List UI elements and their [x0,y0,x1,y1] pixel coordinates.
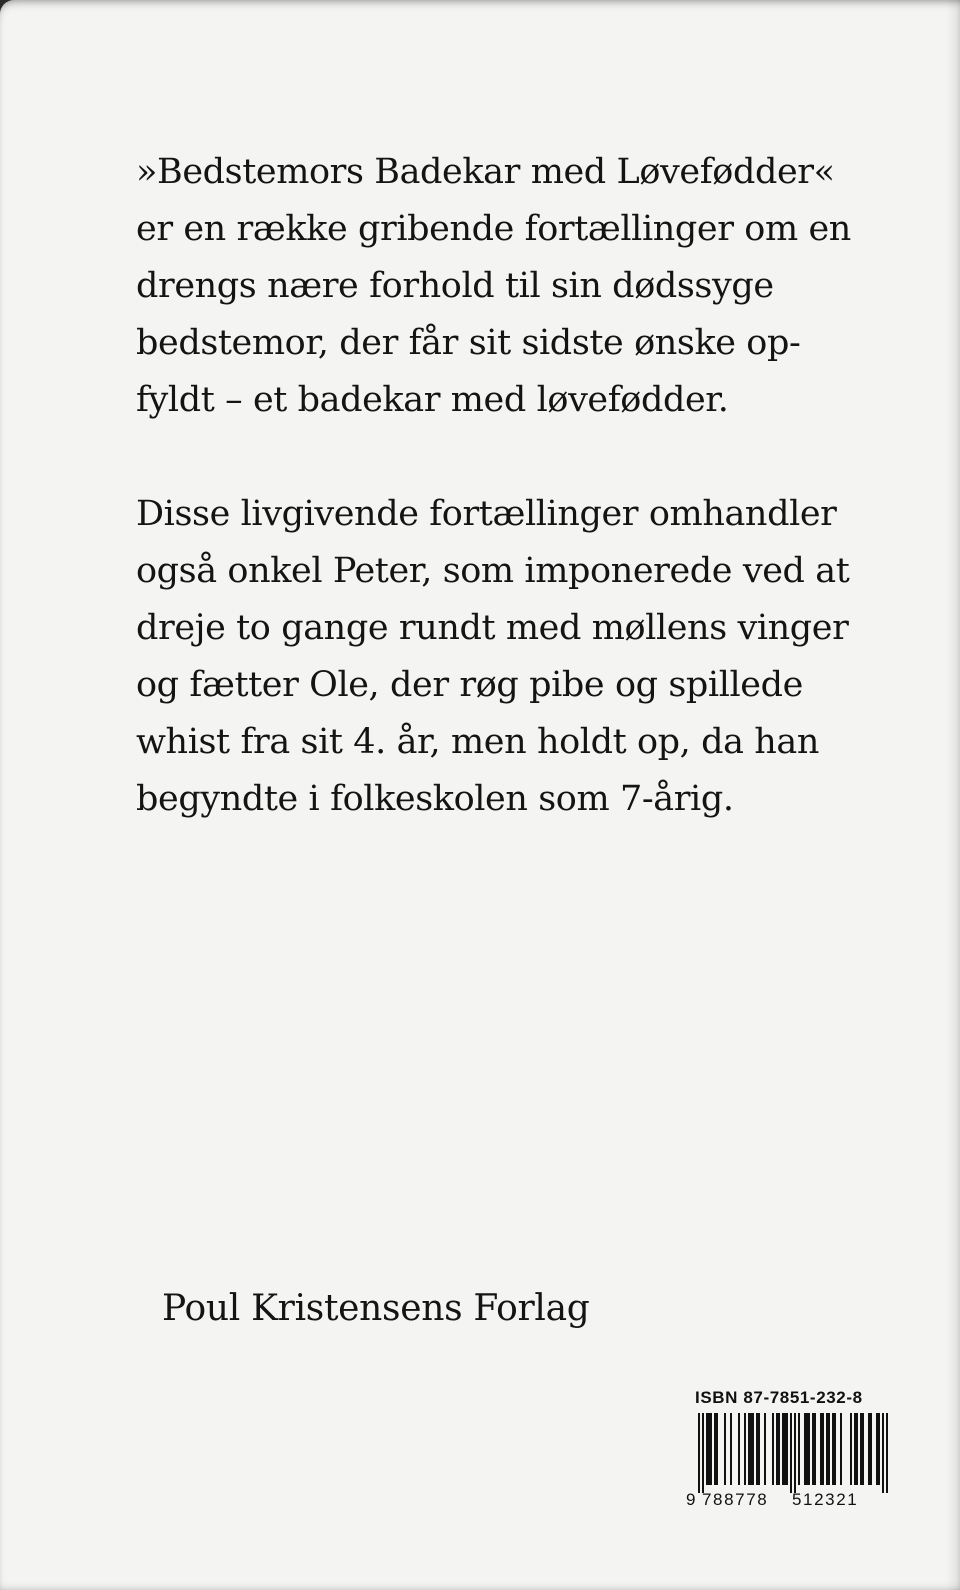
barcode-bar [840,1413,842,1485]
barcode-bar [782,1413,784,1485]
blurb-paragraph-1 [136,144,851,429]
barcode-bar [826,1413,828,1485]
blurb-line: dreje to gange rundt med møllens vinger [136,608,849,648]
barcode-bar [862,1413,864,1485]
barcode-bar [778,1413,780,1485]
barcode-bar [876,1413,878,1485]
barcode-bar [784,1413,786,1485]
barcode-bar [854,1413,856,1485]
blurb-line: drengs nære forhold til sin dødssyge [136,266,774,306]
barcode-bar [834,1413,836,1485]
barcode-bar [850,1413,852,1485]
barcode-bar [786,1413,788,1485]
barcode-bar [820,1413,822,1485]
barcode-bar [882,1413,884,1493]
barcode-bar [868,1413,870,1485]
barcode-left-group: 788778 [702,1490,769,1507]
barcode-bar [758,1413,760,1485]
blurb-line: er en række gribende fortællinger om en [136,209,851,249]
blurb-paragraph-2 [136,486,850,828]
barcode-bar [806,1413,808,1485]
barcode-bar [870,1413,872,1485]
barcode-bar [776,1413,778,1485]
barcode-bar [756,1413,758,1485]
publisher-name: Poul Kristensens Forlag [162,1288,590,1329]
barcode-bar [860,1413,862,1485]
barcode-bar [814,1413,816,1485]
barcode-bar [710,1413,712,1485]
barcode-bar [886,1413,888,1493]
barcode-bar [752,1413,754,1485]
barcode-bar [724,1413,726,1485]
barcode-bar [772,1413,774,1485]
blurb-line: Disse livgivende fortællinger omhandler [136,494,837,534]
barcode-bar [730,1413,732,1485]
blurb-line: whist fra sit 4. år, men holdt op, da han [136,722,820,762]
isbn-label: ISBN 87-7851-232-8 [695,1388,863,1407]
barcode-bar [750,1413,752,1485]
barcode-bar [812,1413,814,1485]
barcode-bar [748,1413,750,1485]
page-edge-shadow [946,0,960,1590]
barcode-bar [702,1413,704,1493]
blurb-line: »Bedstemors Badekar med Løvefødder« [136,152,835,192]
barcode-bar [716,1413,718,1485]
barcode-bar [828,1413,830,1485]
barcode-first-digit: 9 [686,1490,696,1507]
barcode-bar [878,1413,880,1485]
barcode-right-group: 512321 [792,1490,859,1507]
barcode-bar [708,1413,710,1485]
blurb-line: også onkel Peter, som imponerede ved at [136,551,850,591]
barcode-bar [744,1413,746,1485]
barcode-bar [764,1413,766,1485]
barcode-bar [714,1413,716,1485]
barcode-bar [794,1413,796,1493]
barcode-bar [798,1413,800,1485]
barcode-bar [804,1413,806,1485]
blurb-line: begyndte i folkeskolen som 7-årig. [136,779,734,819]
barcode-bar [822,1413,824,1485]
barcode-bar [832,1413,834,1485]
barcode-bar [856,1413,858,1485]
barcode-graphic [684,1411,890,1507]
blurb-line: fyldt – et badekar med løvefødder. [136,380,729,420]
barcode-bar [706,1413,708,1485]
blurb-line: bedstemor, der får sit sidste ønske op- [136,323,801,363]
blurb-line: og fætter Ole, der røg pibe og spillede [136,665,803,705]
barcode-bar [698,1413,700,1493]
barcode-bar [790,1413,792,1493]
barcode-bar [738,1413,740,1485]
barcode-bar [808,1413,810,1485]
isbn-barcode [684,1385,890,1507]
